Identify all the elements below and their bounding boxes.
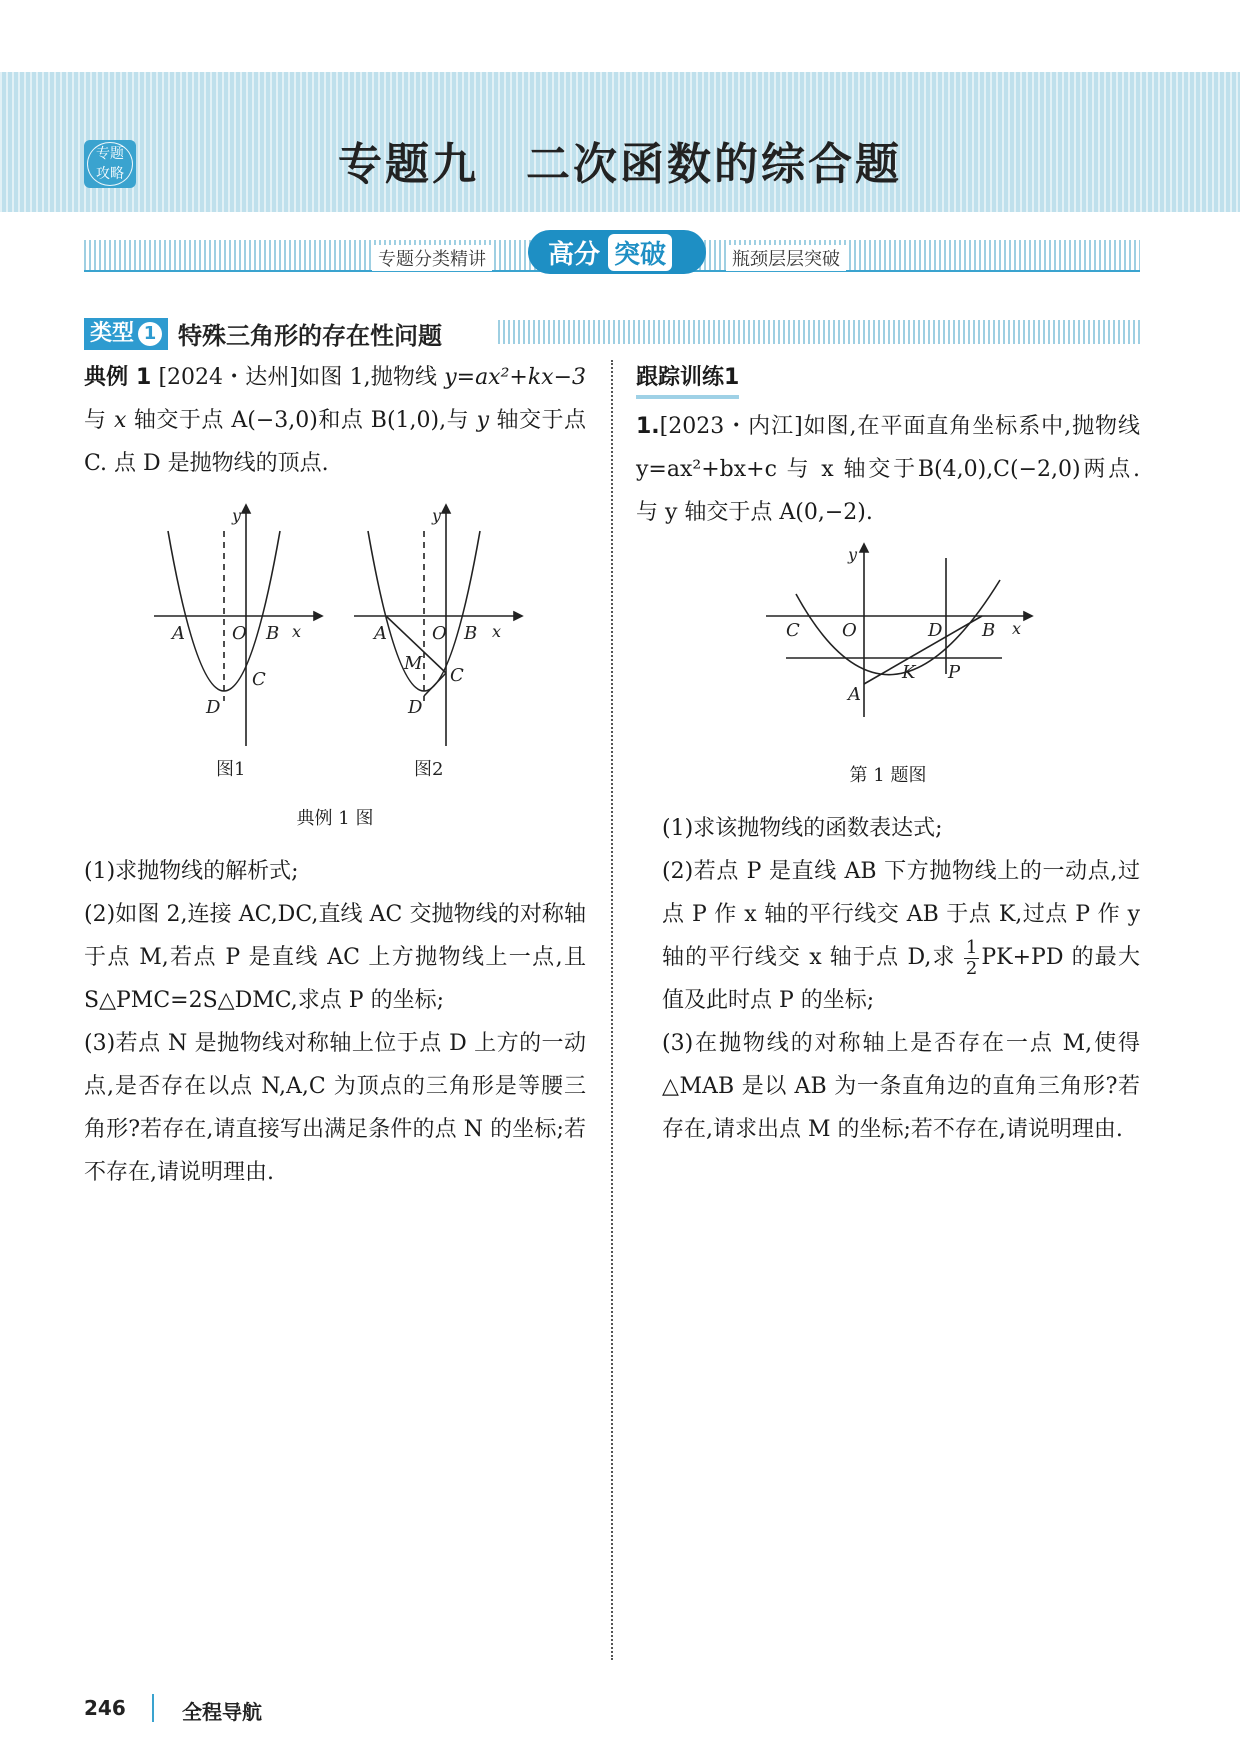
section-stripe <box>498 320 1140 344</box>
example-y: y <box>476 408 490 433</box>
practice-figure <box>636 542 1140 752</box>
subheader-left: 专题分类精讲 <box>372 245 492 271</box>
subheader-center-badge <box>528 230 706 274</box>
practice-label-x: x <box>1012 619 1022 638</box>
practice-column <box>636 356 1140 1151</box>
example-column <box>84 356 586 1194</box>
practice-intro <box>636 405 1140 534</box>
practice-question-2-tail: PK+PD 的最大值及此时点 P 的坐标; <box>662 945 1140 1013</box>
column-divider <box>611 360 613 1660</box>
practice-figure-caption: 第 1 题图 <box>849 765 927 786</box>
footer-separator <box>152 1694 154 1722</box>
example-question-3: (3)若点 N 是抛物线对称轴上位于点 D 上方的一动点,是否存在以点 N,A,C 为顶点的三角形是等腰三角形?若存在,请直接写出满足条件的点 N 的坐标;若不存在,请说明理由. <box>84 1031 586 1185</box>
fig1-y-arrow <box>242 505 250 513</box>
fig1-caption: 图1 <box>216 759 246 780</box>
figure-2-labels <box>372 506 501 780</box>
example-intro-d: 轴交于点 C. 点 D 是抛物线的顶点. <box>84 408 586 476</box>
section-title: 特殊三角形的存在性问题 <box>178 322 442 350</box>
section-number: 1 <box>138 322 162 346</box>
fig1-label-d: D <box>206 697 221 718</box>
badge-line-2: 攻略 <box>96 166 124 182</box>
fig2-label-b: B <box>464 623 478 644</box>
practice-label-k: K <box>902 662 916 683</box>
fig1-label-o: O <box>232 623 247 644</box>
practice-label-p: P <box>948 662 961 683</box>
example-label: 典例 1 <box>84 365 152 390</box>
practice-y-arrow <box>860 544 868 552</box>
example-question-1: (1)求抛物线的解析式; <box>84 859 299 884</box>
practice-question-2 <box>636 850 1140 1022</box>
fig2-label-c: C <box>450 665 464 686</box>
practice-label-b: B <box>982 620 996 641</box>
subheader-center-a: 高分 <box>548 239 601 270</box>
example-figure-caption: 典例 1 图 <box>296 808 374 829</box>
practice-label-d: D <box>928 620 943 641</box>
fig1-label-y: y <box>232 506 242 525</box>
fraction-numerator: 1 <box>965 936 978 958</box>
fig2-caption: 图2 <box>414 759 444 780</box>
practice-label-o: O <box>842 620 857 641</box>
subheader-right: 瓶颈层层突破 <box>726 245 846 271</box>
practice-label-c: C <box>786 620 800 641</box>
fig1-x-arrow <box>314 612 322 620</box>
figure-1-labels <box>170 506 301 780</box>
example-source: [2024・达州] <box>158 365 299 390</box>
practice-question-1: (1)求该抛物线的函数表达式; <box>662 816 943 841</box>
fig1-label-c: C <box>252 669 266 690</box>
example-intro-c: 轴交于点 A(−3,0)和点 B(1,0),与 <box>126 408 477 433</box>
fig1-label-a: A <box>172 623 185 644</box>
badge-line-1: 专题 <box>96 146 124 162</box>
practice-label-y: y <box>848 545 858 564</box>
page-title: 专题九 二次函数的综合题 <box>338 139 902 190</box>
fig2-y-arrow <box>442 505 450 513</box>
example-x: x <box>113 408 127 433</box>
example-figures <box>84 491 586 791</box>
page-number: 246 <box>84 1696 126 1720</box>
practice-label-a: A <box>848 684 861 705</box>
fig2-label-o: O <box>432 623 447 644</box>
section-tag <box>84 318 168 350</box>
practice-x-arrow <box>1024 612 1032 620</box>
example-intro <box>84 356 586 485</box>
fig2-x-arrow <box>514 612 522 620</box>
fig2-label-y: y <box>432 506 442 525</box>
example-intro-b: 与 <box>84 408 114 433</box>
example-question-2: (2)如图 2,连接 AC,DC,直线 AC 交抛物线的对称轴于点 M,若点 P 是直线 AC 上方抛物线上一点,且 S△PMC=2S△DMC,求点 P 的坐标; <box>84 902 586 1013</box>
practice-number: 1. <box>636 414 660 439</box>
section-tag-label: 类型 <box>90 321 135 346</box>
practice-fraction <box>964 938 979 979</box>
fig2-label-a: A <box>374 623 387 644</box>
example-intro-a: 如图 1,抛物线 <box>298 365 445 390</box>
subheader-center-b: 突破 <box>608 234 672 271</box>
fraction-denominator: 2 <box>965 957 978 979</box>
practice-question-3: (3)在抛物线的对称轴上是否存在一点 M,使得△MAB 是以 AB 为一条直角边的直角三角形?若存在,请求出点 M 的坐标;若不存在,请说明理由. <box>662 1031 1140 1142</box>
book-name: 全程导航 <box>182 1700 262 1724</box>
fig2-label-x: x <box>492 622 502 641</box>
example-equation: y=ax²+kx−3 <box>444 365 587 390</box>
practice-label: 跟踪训练1 <box>636 361 739 399</box>
practice-intro-text: 如图,在平面直角坐标系中,抛物线 y=ax²+bx+c 与 x 轴交于B(4,0),C(−2,0)两点. 与 y 轴交于点 A(0,−2). <box>636 414 1140 525</box>
practice-question-2-text: (2)若点 P 是直线 AB 下方抛物线上的一动点,过点 P 作 x 轴的平行线交 AB 于点 K,过点 P 作 y 轴的平行线交 x 轴于点 D,求 <box>662 859 1140 970</box>
practice-line-ab <box>864 616 982 684</box>
fig2-label-d: D <box>408 697 423 718</box>
fig1-label-b: B <box>266 623 280 644</box>
practice-parabola <box>796 580 1000 675</box>
practice-source: [2023・内江] <box>659 414 803 439</box>
fig2-label-m: M <box>404 653 423 674</box>
fig2-line-dc <box>424 673 446 696</box>
fig1-label-x: x <box>292 622 302 641</box>
practice-figure-labels <box>786 545 1021 705</box>
